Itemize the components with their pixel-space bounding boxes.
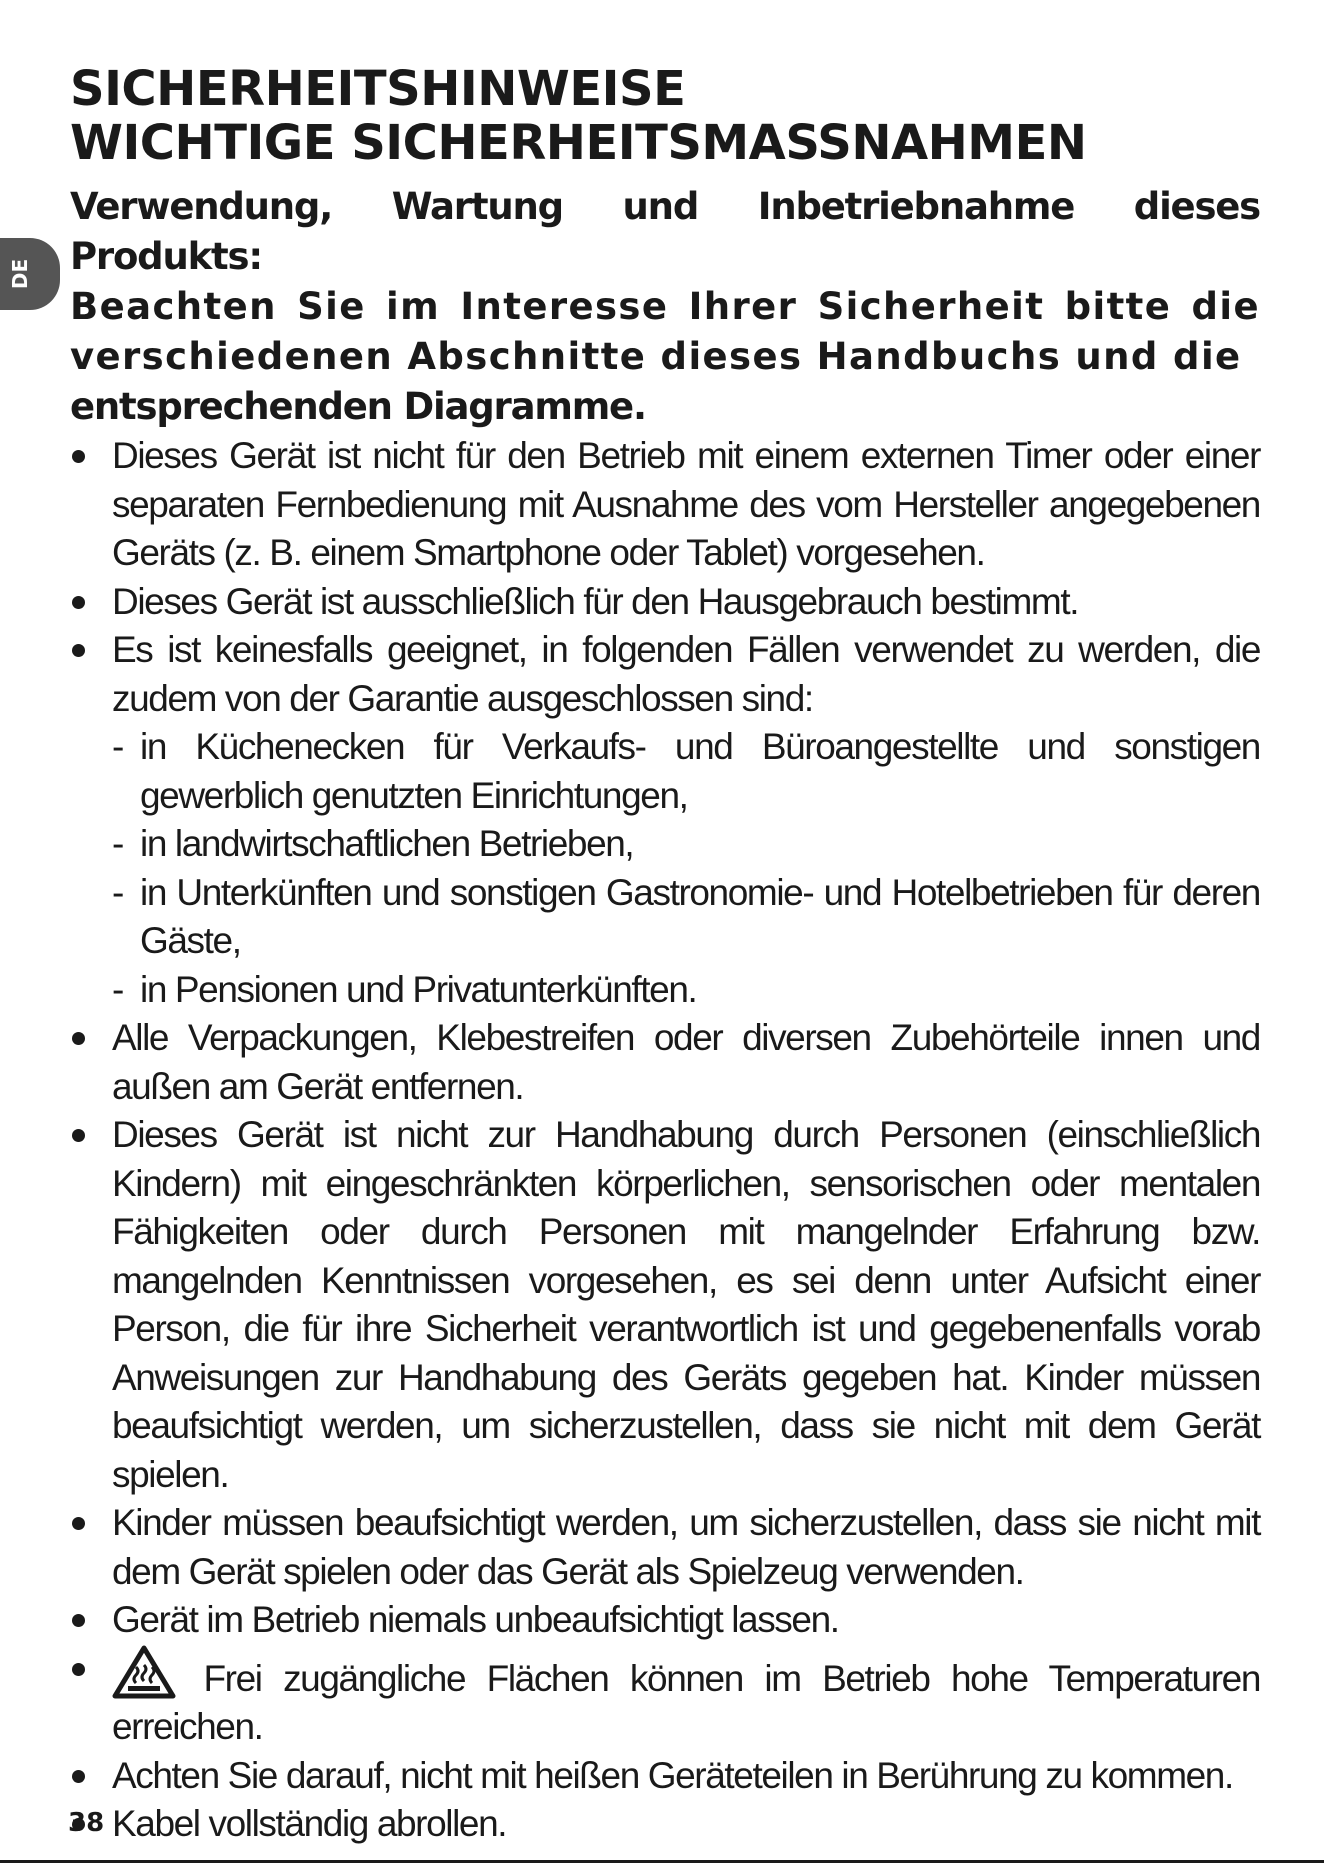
- bullet-text: Kinder müssen beaufsichtigt werden, um sicherzustellen, dass sie nicht mit dem Gerät spielen oder das Gerät als Spielzeug verwenden.: [112, 1502, 1260, 1592]
- dash-marker: -: [112, 726, 123, 767]
- safety-list: [70, 432, 1260, 1849]
- language-tab: [0, 238, 60, 310]
- list-item: [70, 1645, 1260, 1752]
- intro-tail: entsprechenden Diagramme.: [70, 385, 646, 428]
- list-item: [70, 1499, 1260, 1596]
- dash-marker: -: [112, 968, 123, 1010]
- bullet-icon: [72, 1129, 85, 1142]
- sub-list-item: [112, 820, 1260, 869]
- bullet-text: Dieses Gerät ist nicht für den Betrieb mit einem externen Timer oder einer separaten Fernbedienung mit Ausnahme des vom Hersteller angegebenen Geräts (z. B. einem Smartphone oder Tablet) vorgesehen.: [112, 435, 1260, 573]
- sub-item-text: in Unterkünften und sonstigen Gastronomie- und Hotelbetrieben für deren Gäste,: [140, 871, 1260, 961]
- language-tab-label: DE: [8, 258, 32, 290]
- intro-lead: Verwendung, Wartung und Inbetriebnahme dieses Produkts:: [70, 185, 1260, 278]
- dash-marker: -: [112, 871, 123, 913]
- hot-surface-warning-icon: [112, 1645, 176, 1699]
- bullet-icon: [72, 1517, 85, 1530]
- list-item: [70, 1752, 1260, 1801]
- sub-list-item: [112, 869, 1260, 966]
- list-item: [70, 432, 1260, 578]
- list-item: [70, 1111, 1260, 1499]
- sub-item-text: in Küchenecken für Verkaufs- und Büroangestellte und sonstigen gewerblich genutzten Einrichtungen,: [140, 726, 1260, 816]
- bullet-text: Frei zugängliche Flächen können im Betrieb hohe Temperaturen erreichen.: [112, 1657, 1260, 1747]
- bullet-icon: [72, 596, 85, 609]
- sub-item-text: in Pensionen und Privatunterkünften.: [140, 968, 697, 1010]
- bullet-icon: [72, 1770, 85, 1783]
- page-number: 38: [68, 1808, 105, 1838]
- safety-instructions-page: [70, 62, 1260, 1849]
- list-item: [70, 1014, 1260, 1111]
- bullet-text: Dieses Gerät ist ausschließlich für den Hausgebrauch bestimmt.: [112, 580, 1079, 622]
- intro-body: Beachten Sie im Interesse Ihrer Sicherheit bitte die verschiedenen Abschnitte dieses Handbuchs und die: [70, 285, 1260, 378]
- bullet-icon: [72, 1032, 85, 1045]
- bullet-icon: [72, 1614, 85, 1627]
- dash-marker: -: [112, 823, 123, 864]
- bullet-icon: [72, 1663, 85, 1676]
- sub-item-text: in landwirtschaftlichen Betrieben,: [140, 823, 634, 864]
- heading-line2: WICHTIGE SICHERHEITSMASSNAHMEN: [70, 115, 1087, 171]
- bullet-text: Es ist keinesfalls geeignet, in folgenden Fällen verwendet zu werden, die zudem von der Garantie ausgeschlossen sind:: [112, 629, 1260, 719]
- bullet-icon: [72, 644, 85, 657]
- intro-paragraph: [70, 182, 1260, 432]
- bottom-divider: [0, 1860, 1324, 1863]
- bullet-icon: [72, 450, 85, 463]
- page-title: [70, 62, 1260, 170]
- list-item: [70, 1596, 1260, 1645]
- sub-list-item: [112, 723, 1260, 820]
- sub-list-item: [112, 966, 1260, 1015]
- list-item: [70, 1800, 1260, 1849]
- heading-line1: SICHERHEITSHINWEISE: [70, 61, 686, 117]
- list-item: [70, 626, 1260, 1014]
- sub-list: [112, 723, 1260, 1014]
- bullet-text: Alle Verpackungen, Klebestreifen oder diversen Zubehörteile innen und außen am Gerät entfernen.: [112, 1017, 1260, 1107]
- bullet-text: Kabel vollständig abrollen.: [112, 1803, 507, 1844]
- bullet-text: Gerät im Betrieb niemals unbeaufsichtigt lassen.: [112, 1599, 839, 1640]
- list-item: [70, 578, 1260, 627]
- bullet-text: Dieses Gerät ist nicht zur Handhabung durch Personen (einschließlich Kindern) mit eingeschränkten körperlichen, sensorischen oder mentalen Fähigkeiten oder durch Personen mit mangelnder Erfahrung bzw. mangelnden Kenntnissen vorgesehen, es sei denn unter Aufsicht einer Person, die für ihre Sicherheit verantwortlich ist und gegebenenfalls vorab Anweisungen zur Handhabung des Geräts gegeben hat. Kinder müssen beaufsichtigt werden, um sicherzustellen, dass sie nicht mit dem Gerät spielen.: [112, 1114, 1260, 1495]
- bullet-text: Achten Sie darauf, nicht mit heißen Geräteteilen in Berührung zu kommen.: [112, 1754, 1233, 1796]
